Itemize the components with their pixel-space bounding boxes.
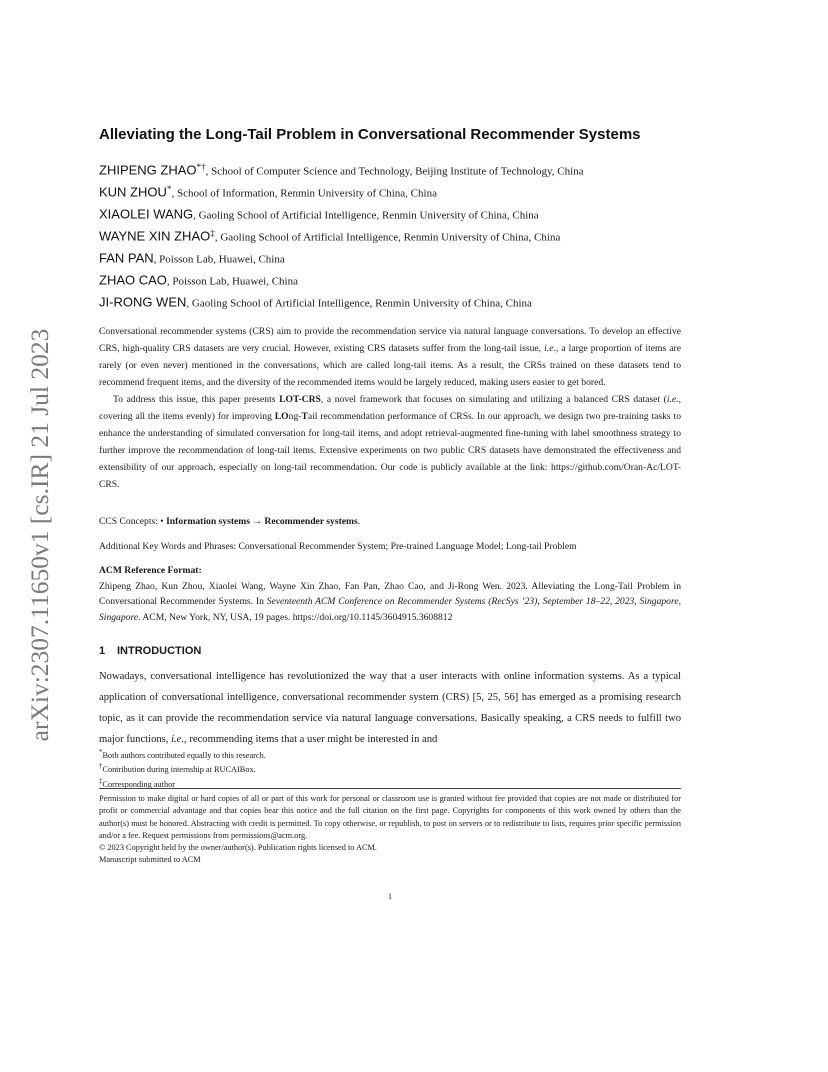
arrow-icon: → (250, 516, 265, 527)
author-affiliation: , Gaoling School of Artificial Intelligence, Renmin University of China, China (193, 209, 539, 222)
ccs-subconcept: Recommender systems (264, 516, 358, 527)
reference-venue: Seventeenth ACM Conference on Recommender Systems (RecSys ’23), September 18–22, 2023, Singapore, Singapore (99, 596, 681, 623)
section-title: INTRODUCTION (117, 645, 202, 657)
footnote-divider (99, 788, 681, 789)
footnote-text: Contribution during internship at RUCAIBox. (102, 765, 256, 775)
body-text: i.e. (171, 734, 185, 745)
ccs-concepts (99, 516, 681, 527)
body-text: , recommending items that a user might be interested in and (184, 734, 438, 745)
reference-text: . ACM, New York, NY, USA, 19 pages. https://doi.org/10.1145/3604915.3608812 (138, 611, 453, 623)
page-number: 1 (387, 891, 393, 901)
author-entry (99, 272, 699, 294)
abstract-text: i.e. (666, 394, 679, 405)
author-entry (99, 294, 699, 316)
reference-text: Zhipeng Zhao, Kun Zhou, Xiaolei Wang, Wayne Xin Zhao, Fan Pan, Zhao Cao, and Ji-Rong Wen. 2023. Alleviating the Long-Tail Problem in Conversational Recommender Systems. In (99, 580, 681, 607)
author-marks: * (166, 184, 172, 194)
author-affiliation: , School of Information, Renmin University of China, China (171, 187, 437, 200)
footnote (99, 761, 681, 775)
permission-text: Permission to make digital or hard copies of all or part of this work for personal or classroom use is granted without fee provided that copies are not made or distributed for profit or commercial advantage and that copies bear this notice and the full citation on the first page. Copyrights for components of this work owned by others than the author(s) must be honored. Abstracting with credit is permitted. To copy otherwise, or republish, to post on servers or to redistribute to lists, requires prior specific permission and/or a fee. Request permissions from permissions@acm.org. (99, 794, 681, 840)
author-name: ZHAO CAO (99, 272, 167, 288)
footnotes (99, 747, 681, 790)
abstract-text: , a large proportion of items are rarely (or even never) mentioned in the conversations, which are called long-tail items. As a result, the CRSs trained on these datasets tend to recommend frequent items, and the diversity of the recommended items would be largely reduced, making users easier to get bored. (99, 343, 681, 388)
author-affiliation: , Gaoling School of Artificial Intelligence, Renmin University of China, China (186, 297, 532, 310)
arxiv-sidebar-stamp (22, 310, 58, 760)
footnote (99, 747, 681, 761)
footnote-mark: ‡ (99, 777, 103, 785)
author-name: XIAOLEI WANG (99, 206, 194, 222)
acm-reference-text (99, 579, 681, 626)
keywords: Additional Key Words and Phrases: Conversational Recommender System; Pre-trained Language Model; Long-tail Problem (99, 541, 577, 552)
author-name: FAN PAN (99, 250, 154, 266)
author-name: KUN ZHOU (99, 184, 167, 200)
author-entry (99, 228, 699, 250)
abstract-paragraph (99, 391, 681, 493)
author-list (99, 162, 699, 316)
footnote-text: Both authors contributed equally to this research. (102, 750, 266, 760)
abstract (99, 323, 681, 493)
copyright-line: © 2023 Copyright held by the owner/author(s). Publication rights licensed to ACM. (99, 843, 377, 853)
abstract-paragraph (99, 323, 681, 391)
author-affiliation: , Poisson Lab, Huawei, China (166, 275, 298, 288)
acm-reference (99, 563, 681, 625)
framework-name: LOT-CRS (279, 394, 321, 405)
abstract-text: , a novel framework that focuses on simulating and utilizing a balanced CRS dataset ( (320, 394, 667, 405)
acronym-emphasis: T (301, 411, 308, 422)
acronym-emphasis: LO (274, 411, 289, 422)
author-entry (99, 184, 699, 206)
permission-notice (99, 793, 681, 867)
author-affiliation: , Poisson Lab, Huawei, China (153, 253, 285, 266)
manuscript-line: Manuscript submitted to ACM (99, 855, 201, 865)
footnote-text: Corresponding author (102, 779, 176, 789)
author-entry (99, 162, 699, 184)
author-marks: ‡ (210, 228, 215, 238)
footnote-mark: † (99, 763, 103, 771)
abstract-text: , covering all the items evenly) for improving (99, 394, 681, 422)
author-name: ZHIPENG ZHAO (99, 162, 197, 178)
abstract-text: i.e. (544, 343, 556, 354)
author-affiliation: , Gaoling School of Artificial Intelligence, Renmin University of China, China (214, 231, 561, 244)
abstract-text: To address this issue, this paper presents (113, 394, 280, 405)
footnote-mark: * (99, 749, 103, 756)
body-text: Nowadays, conversational intelligence has revolutionized the way that a user interacts with online information systems. As a typical application of conversational intelligence, conversational recommender system (CRS) [5, 25, 56] has emerged as a promising research topic, as it can provide the recommendation service via natural language conversations. Basically speaking, a CRS needs to fulfill two major functions, (99, 671, 681, 745)
acm-reference-heading: ACM Reference Format: (99, 565, 202, 576)
ccs-label: CCS Concepts: • (99, 516, 167, 527)
arxiv-identifier: arXiv:2307.11650v1 [cs.IR] 21 Jul 2023 (25, 328, 54, 742)
section-number: 1 (99, 645, 106, 657)
author-name: JI-RONG WEN (99, 294, 187, 310)
abstract-text: ng- (288, 411, 302, 422)
author-entry (99, 206, 699, 228)
abstract-text: ail recommendation performance of CRSs. In our approach, we design two pre-training tasks to enhance the understanding of simulated conversation for long-tail items, and adopt retrieval-augmented fine-tuning with label smoothness strategy to further improve the recommendation of long-tail items. Extensive experiments on two public CRS datasets have demonstrated the effectiveness and extensibility of our approach, especially on long-tail recommendation. Our code is publicly available at the link: https://github.com/Oran-Ac/LOT-CRS. (99, 411, 681, 490)
author-name: WAYNE XIN ZHAO (99, 228, 211, 244)
paper-title: Alleviating the Long-Tail Problem in Conversational Recommender Systems (99, 126, 641, 143)
section-heading (99, 645, 201, 657)
abstract-text: Conversational recommender systems (CRS) aim to provide the recommendation service via natural language conversations. To develop an effective CRS, high-quality CRS datasets are very crucial. However, existing CRS datasets suffer from the long-tail issue, (99, 326, 681, 354)
author-affiliation: , School of Computer Science and Technology, Beijing Institute of Technology, China (205, 165, 584, 178)
author-marks: *† (196, 162, 206, 172)
ccs-concept: Information systems (166, 516, 251, 527)
author-entry (99, 250, 699, 272)
introduction-text (99, 666, 681, 750)
ccs-end: . (357, 516, 361, 527)
